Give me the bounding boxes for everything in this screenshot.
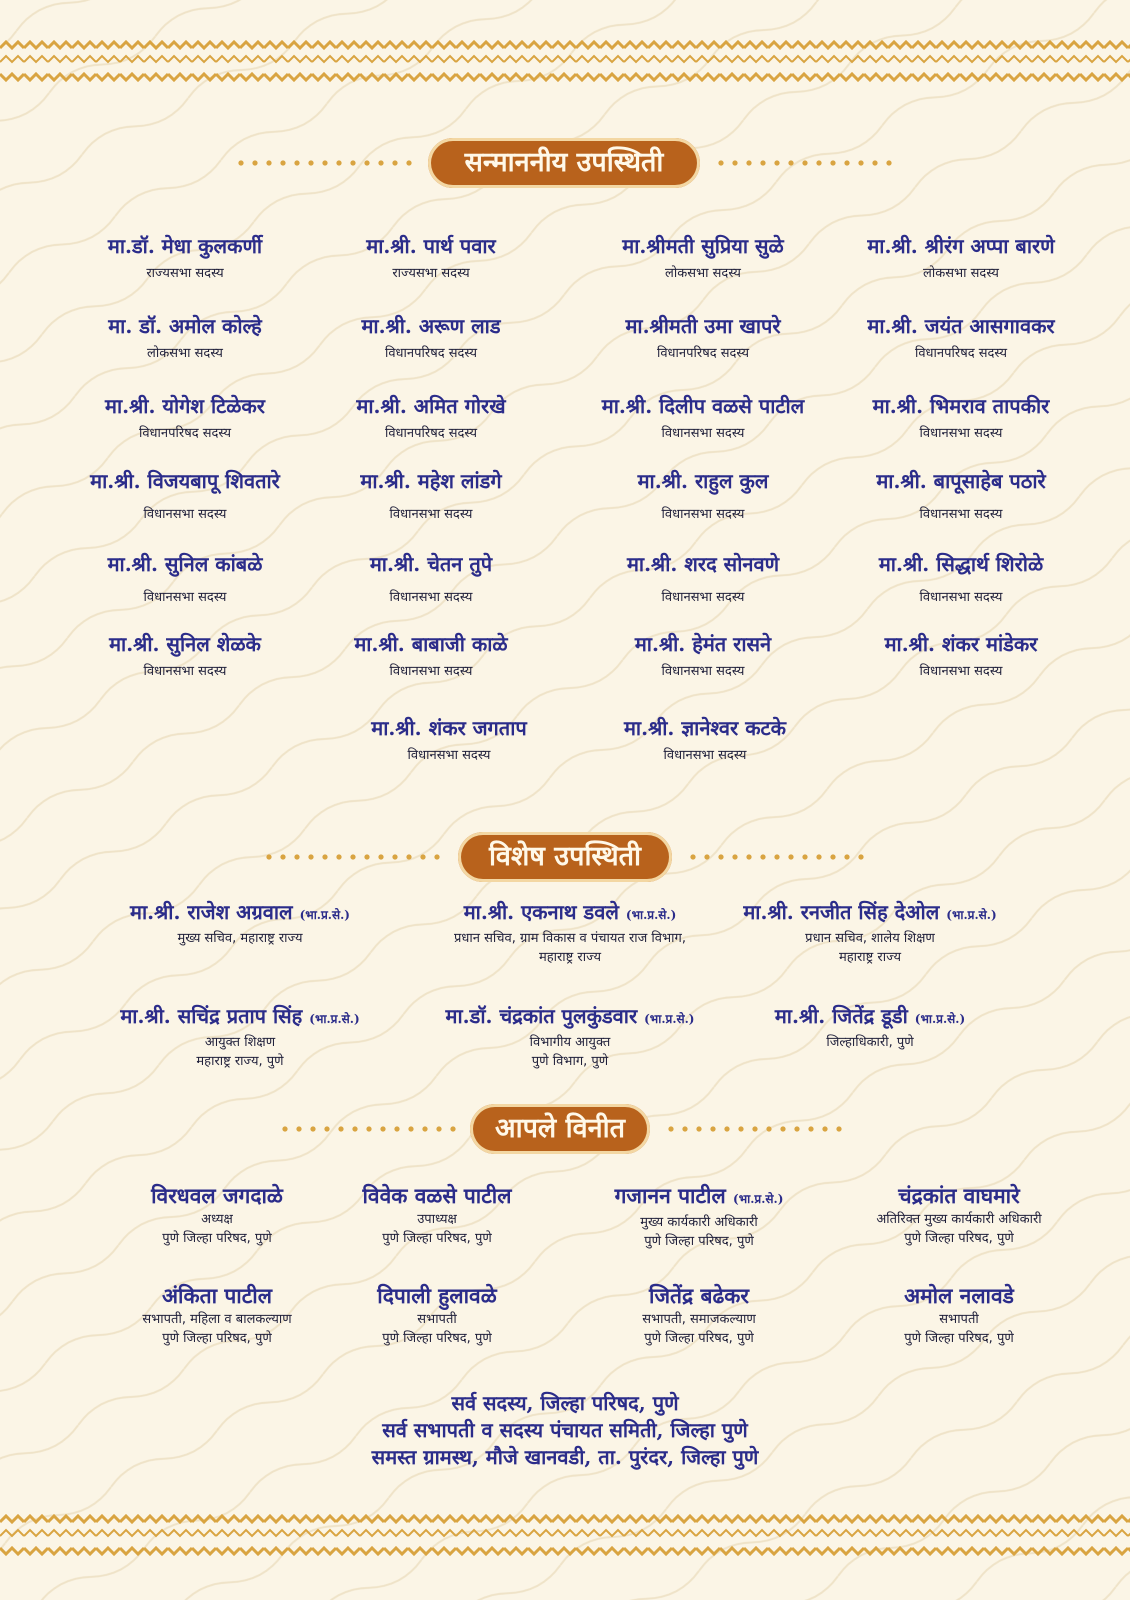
guest-service-suffix: (भा.प्र.से.) <box>914 1012 966 1026</box>
closing-line: सर्व सभापती व सदस्य पंचायत समिती, जिल्हा पुणे <box>382 1418 748 1442</box>
guest-name: मा.श्री. अरूण लाड <box>361 314 501 338</box>
honored-guest-entry <box>296 392 566 443</box>
guest-name <box>400 898 740 929</box>
guest-designation: विधानसभा सदस्य <box>143 507 227 522</box>
guest-name <box>700 898 1040 929</box>
guest-designation: राज्यसभा सदस्य <box>146 266 224 281</box>
honored-guest-entry <box>296 630 566 681</box>
guest-designation: विधानसभा सदस्य <box>143 664 227 679</box>
honored-guest-entry <box>50 312 320 363</box>
honored-guest-entry <box>826 312 1096 363</box>
guest-designation: विधानपरिषद सदस्य <box>656 346 750 361</box>
host-office: पुणे जिल्हा परिषद, पुणे <box>904 1231 1014 1246</box>
host-name-text: चंद्रकांत वाघमारे <box>898 1183 1020 1208</box>
guest-designation: विधानसभा सदस्य <box>919 507 1003 522</box>
left-dotted-rule <box>234 160 414 166</box>
guest-name: मा.श्री. बाबाजी काळे <box>354 632 508 656</box>
guest-designation: लोकसभा सदस्य <box>147 346 223 361</box>
host-name-text: विवेक वळसे पाटील <box>362 1183 512 1208</box>
honored-guest-entry <box>568 467 838 524</box>
guest-designation: जिल्हाधिकारी, पुणे <box>826 1035 914 1050</box>
honored-guest-entry <box>296 312 566 363</box>
guest-name: मा.श्री. ज्ञानेश्वर कटके <box>623 716 787 740</box>
special-guest-entry <box>700 1002 1040 1052</box>
guest-name: मा.श्री. चेतन तुपे <box>369 552 493 576</box>
host-office: पुणे जिल्हा परिषद, पुणे <box>382 1231 492 1246</box>
honored-guest-entry <box>826 550 1096 607</box>
host-office: पुणे जिल्हा परिषद, पुणे <box>904 1331 1014 1346</box>
guest-name: मा.श्री. योगेश टिळेकर <box>105 394 265 418</box>
guest-designation: विधानपरिषद सदस्य <box>138 426 232 441</box>
honored-guest-entry <box>568 630 838 681</box>
host-entry <box>312 1282 562 1348</box>
host-designation: सभापती, समाजकल्याण <box>642 1312 756 1327</box>
guest-designation: विधानपरिषद सदस्य <box>384 346 478 361</box>
guest-designation: विधानसभा सदस्य <box>389 507 473 522</box>
host-name-text: दिपाली हुलावळे <box>377 1283 497 1308</box>
host-office: पुणे जिल्हा परिषद, पुणे <box>644 1331 754 1346</box>
guest-service-suffix: (भा.प्र.से.) <box>309 1012 360 1026</box>
host-name <box>834 1182 1084 1210</box>
guest-designation: विधानसभा सदस्य <box>661 664 745 679</box>
guest-designation: विधानसभा सदस्य <box>919 426 1003 441</box>
host-office: पुणे जिल्हा परिषद, पुणे <box>382 1331 492 1346</box>
hosts-section-title: आपले विनीत <box>470 1104 650 1154</box>
host-name-text: अंकिता पाटील <box>162 1283 272 1308</box>
guest-designation: विधानसभा सदस्य <box>389 664 473 679</box>
guest-name: मा. डॉ. अमोल कोल्हे <box>108 314 262 338</box>
guest-designation: प्रधान सचिव, ग्राम विकास व पंचायत राज विभाग, <box>454 931 686 946</box>
closing-line: सर्व सदस्य, जिल्हा परिषद, पुणे <box>451 1391 679 1415</box>
host-name <box>574 1182 824 1213</box>
host-entry <box>834 1182 1084 1248</box>
guest-name-text: मा.श्री. एकनाथ डवले <box>463 900 619 924</box>
guest-name: मा.डॉ. मेधा कुलकर्णी <box>107 234 263 258</box>
guest-name: मा.श्री. सिद्धार्थ शिरोळे <box>878 552 1044 576</box>
host-designation: सभापती <box>939 1312 979 1327</box>
guest-designation: आयुक्त शिक्षण <box>204 1035 276 1050</box>
guest-designation: लोकसभा सदस्य <box>923 266 999 281</box>
right-dotted-rule <box>714 160 894 166</box>
guest-name <box>400 1002 740 1033</box>
guest-designation-line2: महाराष्ट्र राज्य <box>538 950 602 965</box>
closing-lines <box>0 1390 1130 1471</box>
guest-designation: विधानपरिषद सदस्य <box>914 346 1008 361</box>
host-designation: अध्यक्ष <box>201 1212 233 1227</box>
guest-designation: प्रधान सचिव, शालेय शिक्षण <box>805 931 935 946</box>
guest-name: मा.श्री. दिलीप वळसे पाटील <box>601 394 805 418</box>
host-name-text: अमोल नलावडे <box>904 1283 1014 1308</box>
host-entry <box>92 1282 342 1348</box>
honored-guest-entry <box>296 232 566 283</box>
host-name <box>312 1182 562 1210</box>
honored-guest-entry <box>570 714 840 765</box>
guest-designation: विधानसभा सदस्य <box>389 590 473 605</box>
host-entry <box>574 1282 824 1348</box>
special-guest-entry <box>70 1002 410 1071</box>
guest-name: मा.श्री. जयंत आसगावकर <box>867 314 1055 338</box>
special-section-header <box>0 832 1130 882</box>
left-dotted-rule <box>262 854 442 860</box>
host-designation: सभापती <box>417 1312 457 1327</box>
host-name <box>92 1182 342 1210</box>
guest-designation: लोकसभा सदस्य <box>665 266 741 281</box>
closing-line: समस्त ग्रामस्थ, मौजे खानवडी, ता. पुरंदर, जिल्हा पुणे <box>371 1445 759 1469</box>
honored-guest-entry <box>50 232 320 283</box>
guest-name: मा.श्री. महेश लांडगे <box>360 469 502 493</box>
guest-name <box>70 1002 410 1033</box>
host-name <box>834 1282 1084 1310</box>
guest-service-suffix: (भा.प्र.से.) <box>299 908 350 922</box>
honored-guest-entry <box>50 392 320 443</box>
host-name <box>574 1282 824 1310</box>
guest-service-suffix: (भा.प्र.से.) <box>625 908 677 922</box>
guest-name: मा.श्री. राहुल कुल <box>637 469 769 493</box>
honored-guest-entry <box>50 550 320 607</box>
host-office: पुणे जिल्हा परिषद, पुणे <box>644 1234 754 1249</box>
guest-designation: विधानसभा सदस्य <box>661 590 745 605</box>
guest-name: मा.श्री. बापूसाहेब पठारे <box>876 469 1046 493</box>
hosts-section-header <box>0 1104 1130 1154</box>
guest-designation-line2: महाराष्ट्र राज्य <box>838 950 902 965</box>
right-dotted-rule <box>686 854 866 860</box>
guest-designation: विभागीय आयुक्त <box>529 1035 611 1050</box>
guest-designation-line2: पुणे विभाग, पुणे <box>531 1054 609 1069</box>
honored-guest-entry <box>296 550 566 607</box>
guest-designation: विधानसभा सदस्य <box>407 748 491 763</box>
host-designation: अतिरिक्त मुख्य कार्यकारी अधिकारी <box>876 1212 1042 1227</box>
special-guest-entry <box>400 898 740 967</box>
guest-name: मा.श्री. शंकर जगताप <box>371 716 527 740</box>
host-entry <box>312 1182 562 1248</box>
guest-name <box>700 1002 1040 1033</box>
guest-designation: विधानसभा सदस्य <box>919 590 1003 605</box>
host-name <box>92 1282 342 1310</box>
host-entry <box>92 1182 342 1248</box>
guest-name-text: मा.श्री. राजेश अग्रवाल <box>130 900 293 924</box>
guest-designation: राज्यसभा सदस्य <box>392 266 470 281</box>
guest-name: मा.श्री. विजयबापू शिवतारे <box>90 469 280 493</box>
special-guest-entry <box>70 898 410 948</box>
bottom-ornamental-border <box>0 1510 1130 1560</box>
honored-guest-entry <box>568 312 838 363</box>
host-entry <box>574 1182 824 1251</box>
guest-name: मा.श्री. सुनिल शेळके <box>109 632 261 656</box>
guest-name-text: मा.डॉ. चंद्रकांत पुलकुंडवार <box>445 1004 638 1028</box>
guest-name: मा.श्रीमती सुप्रिया सुळे <box>622 234 784 258</box>
host-name-text: गजानन पाटील <box>614 1183 726 1208</box>
guest-name-text: मा.श्री. सचिंद्र प्रताप सिंह <box>120 1004 303 1028</box>
host-office: पुणे जिल्हा परिषद, पुणे <box>162 1231 272 1246</box>
guest-name: मा.श्री. भिमराव तापकीर <box>872 394 1050 418</box>
guest-name-text: मा.श्री. रनजीत सिंह देओल <box>743 900 940 924</box>
guest-name: मा.श्री. हेमंत रासने <box>634 632 772 656</box>
host-name-text: जितेंद्र बढेकर <box>649 1283 749 1308</box>
honored-guest-entry <box>50 467 320 524</box>
honored-guest-entry <box>826 630 1096 681</box>
special-guest-entry <box>700 898 1040 967</box>
guest-designation: विधानसभा सदस्य <box>661 426 745 441</box>
host-name <box>312 1282 562 1310</box>
left-dotted-rule <box>278 1126 458 1132</box>
honored-guest-entry <box>826 392 1096 443</box>
host-name-text: विरधवल जगदाळे <box>151 1183 283 1208</box>
honored-guest-entry <box>826 232 1096 283</box>
honored-guest-entry <box>568 232 838 283</box>
honored-guest-entry <box>50 630 320 681</box>
guest-name <box>70 898 410 929</box>
guest-name: मा.श्री. अमित गोरखे <box>356 394 506 418</box>
host-office: पुणे जिल्हा परिषद, पुणे <box>162 1331 272 1346</box>
guest-designation: विधानपरिषद सदस्य <box>384 426 478 441</box>
guest-designation-line2: महाराष्ट्र राज्य, पुणे <box>196 1054 284 1069</box>
honored-guest-entry <box>314 714 584 765</box>
honored-section-title: सन्माननीय उपस्थिती <box>428 138 700 188</box>
guest-designation: विधानसभा सदस्य <box>661 507 745 522</box>
host-entry <box>834 1282 1084 1348</box>
host-service-suffix: (भा.प्र.से.) <box>733 1192 784 1206</box>
honored-guest-entry <box>568 550 838 607</box>
guest-name: मा.श्री. शरद सोनवणे <box>626 552 780 576</box>
right-dotted-rule <box>664 1126 844 1132</box>
guest-designation: विधानसभा सदस्य <box>663 748 747 763</box>
host-designation: मुख्य कार्यकारी अधिकारी <box>640 1215 758 1230</box>
guest-service-suffix: (भा.प्र.से.) <box>644 1012 695 1026</box>
guest-name-text: मा.श्री. जितेंद्र डूडी <box>774 1004 908 1028</box>
honored-guest-entry <box>568 392 838 443</box>
guest-name: मा.श्री. पार्थ पवार <box>366 234 496 258</box>
guest-designation: मुख्य सचिव, महाराष्ट्र राज्य <box>177 931 303 946</box>
guest-designation: विधानसभा सदस्य <box>143 590 227 605</box>
guest-name: मा.श्री. श्रीरंग अप्पा बारणे <box>867 234 1055 258</box>
guest-name: मा.श्रीमती उमा खापरे <box>625 314 781 338</box>
guest-name: मा.श्री. शंकर मांडेकर <box>884 632 1038 656</box>
honored-guest-entry <box>296 467 566 524</box>
guest-designation: विधानसभा सदस्य <box>919 664 1003 679</box>
guest-service-suffix: (भा.प्र.से.) <box>946 908 997 922</box>
special-guest-entry <box>400 1002 740 1071</box>
host-designation: उपाध्यक्ष <box>417 1212 457 1227</box>
honored-section-header <box>0 138 1130 188</box>
guest-name: मा.श्री. सुनिल कांबळे <box>107 552 263 576</box>
honored-guest-entry <box>826 467 1096 524</box>
top-ornamental-border <box>0 36 1130 86</box>
host-designation: सभापती, महिला व बालकल्याण <box>142 1312 292 1327</box>
special-section-title: विशेष उपस्थिती <box>458 832 672 882</box>
